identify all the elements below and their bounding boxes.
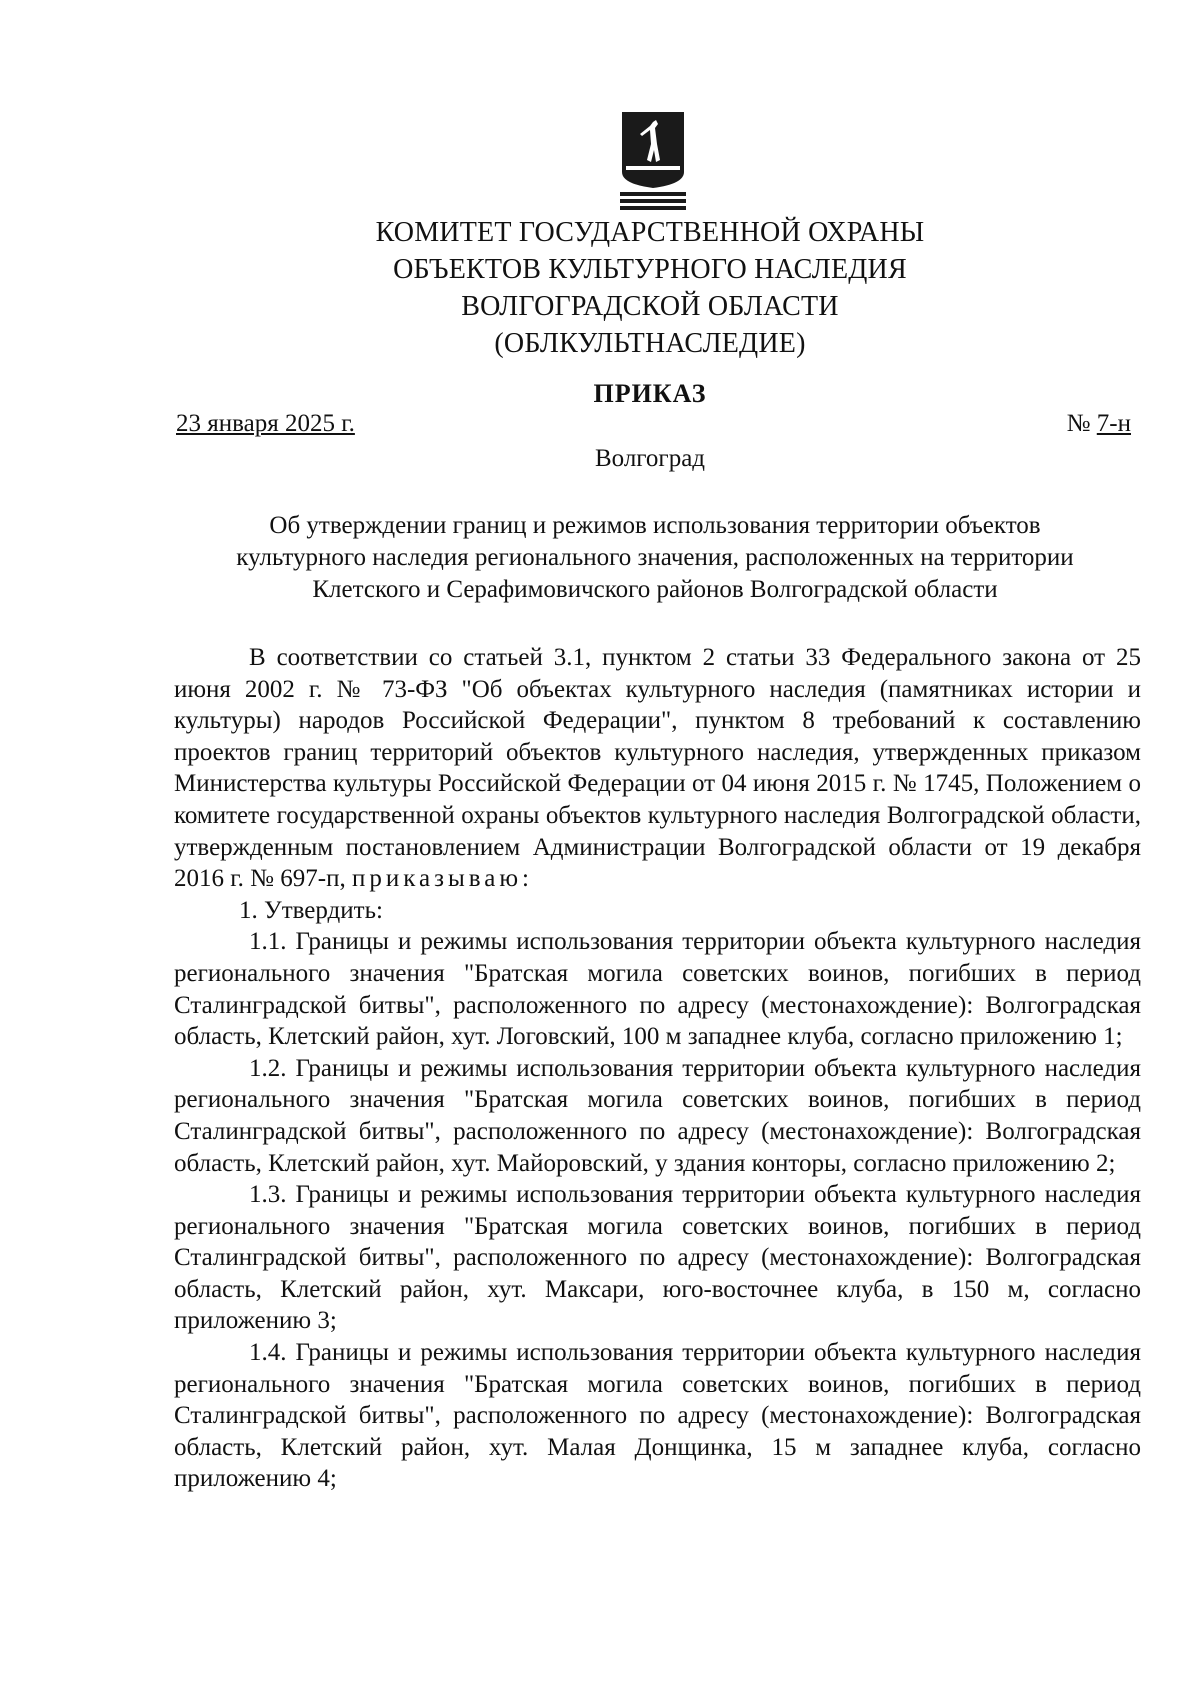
- clause-paragraph: 1.4. Границы и режимы использования территории объекта культурного наследия регионального значения "Братская могила советских воинов, погибших в период Сталинградской битвы", расположенного по адресу (местонахождение): Волгоградская область, Клетский район, хут. Малая Донщинка, 15 м западнее клуба, согласно приложению 4;: [174, 1339, 1141, 1493]
- order-number-value: 7-н: [1096, 410, 1131, 437]
- org-line: (ОБЛКУЛЬТНАСЛЕДИЕ): [494, 328, 806, 359]
- preamble-text: В соответствии со статьей 3.1, пунктом 2 статьи 33 Федерального закона от 25 июня 2002 г. № 73-ФЗ "Об объектах культурного наследия (памятниках истории и культуры) народов Российской Федерации", пунктом 8 требований к составлению проектов границ территорий объектов культурного наследия, утвержденных приказом Министерства культуры Российской Федерации от 04 июня 2015 г. № 1745, Положением о комитете государственной охраны объектов культурного наследия Волгоградской области, утвержденным постановлением Администрации Волгоградской области от 19 декабря 2016 г. № 697-п,: [174, 644, 1141, 893]
- org-line: ВОЛГОГРАДСКОЙ ОБЛАСТИ: [461, 291, 839, 322]
- order-subject: [170, 510, 1140, 606]
- order-body: [174, 642, 1141, 1495]
- document-type-title: ПРИКАЗ: [593, 379, 707, 408]
- clause-paragraph: 1. Утвердить:: [239, 896, 383, 924]
- organization-name: [300, 214, 1000, 362]
- order-number: [1067, 410, 1131, 438]
- preamble-paragraph: [174, 642, 1141, 895]
- volgograd-coat-of-arms-icon: [620, 110, 686, 210]
- clause-paragraph: 1.1. Границы и режимы использования территории объекта культурного наследия регионального значения "Братская могила советских воинов, погибших в период Сталинградской битвы", расположенного по адресу (местонахождение): Волгоградская область, Клетский район, хут. Логовский, 100 м западнее клуба, согласно приложению 1;: [174, 928, 1141, 1051]
- subject-line: культурного наследия регионального значения, расположенных на территории: [236, 544, 1074, 571]
- order-date: 23 января 2025 г.: [176, 410, 355, 437]
- order-word: приказываю:: [352, 865, 533, 893]
- org-line: ОБЪЕКТОВ КУЛЬТУРНОГО НАСЛЕДИЯ: [393, 254, 907, 285]
- clause-paragraph: 1.2. Границы и режимы использования территории объекта культурного наследия регионального значения "Братская могила советских воинов, погибших в период Сталинградской битвы", расположенного по адресу (местонахождение): Волгоградская область, Клетский район, хут. Майоровский, у здания конторы, согласно приложению 2;: [174, 1054, 1141, 1177]
- order-city: Волгоград: [594, 445, 706, 472]
- org-line: КОМИТЕТ ГОСУДАРСТВЕННОЙ ОХРАНЫ: [375, 217, 925, 248]
- subject-line: Об утверждении границ и режимов использования территории объектов: [269, 512, 1041, 539]
- order-number-prefix: №: [1066, 410, 1097, 437]
- clause-paragraph: 1.3. Границы и режимы использования территории объекта культурного наследия регионального значения "Братская могила советских воинов, погибших в период Сталинградской битвы", расположенного по адресу (местонахождение): Волгоградская область, Клетский район, хут. Максари, юго-восточнее клуба, в 150 м, согласно приложению 3;: [174, 1181, 1141, 1335]
- subject-line: Клетского и Серафимовичского районов Волгоградской области: [312, 576, 998, 603]
